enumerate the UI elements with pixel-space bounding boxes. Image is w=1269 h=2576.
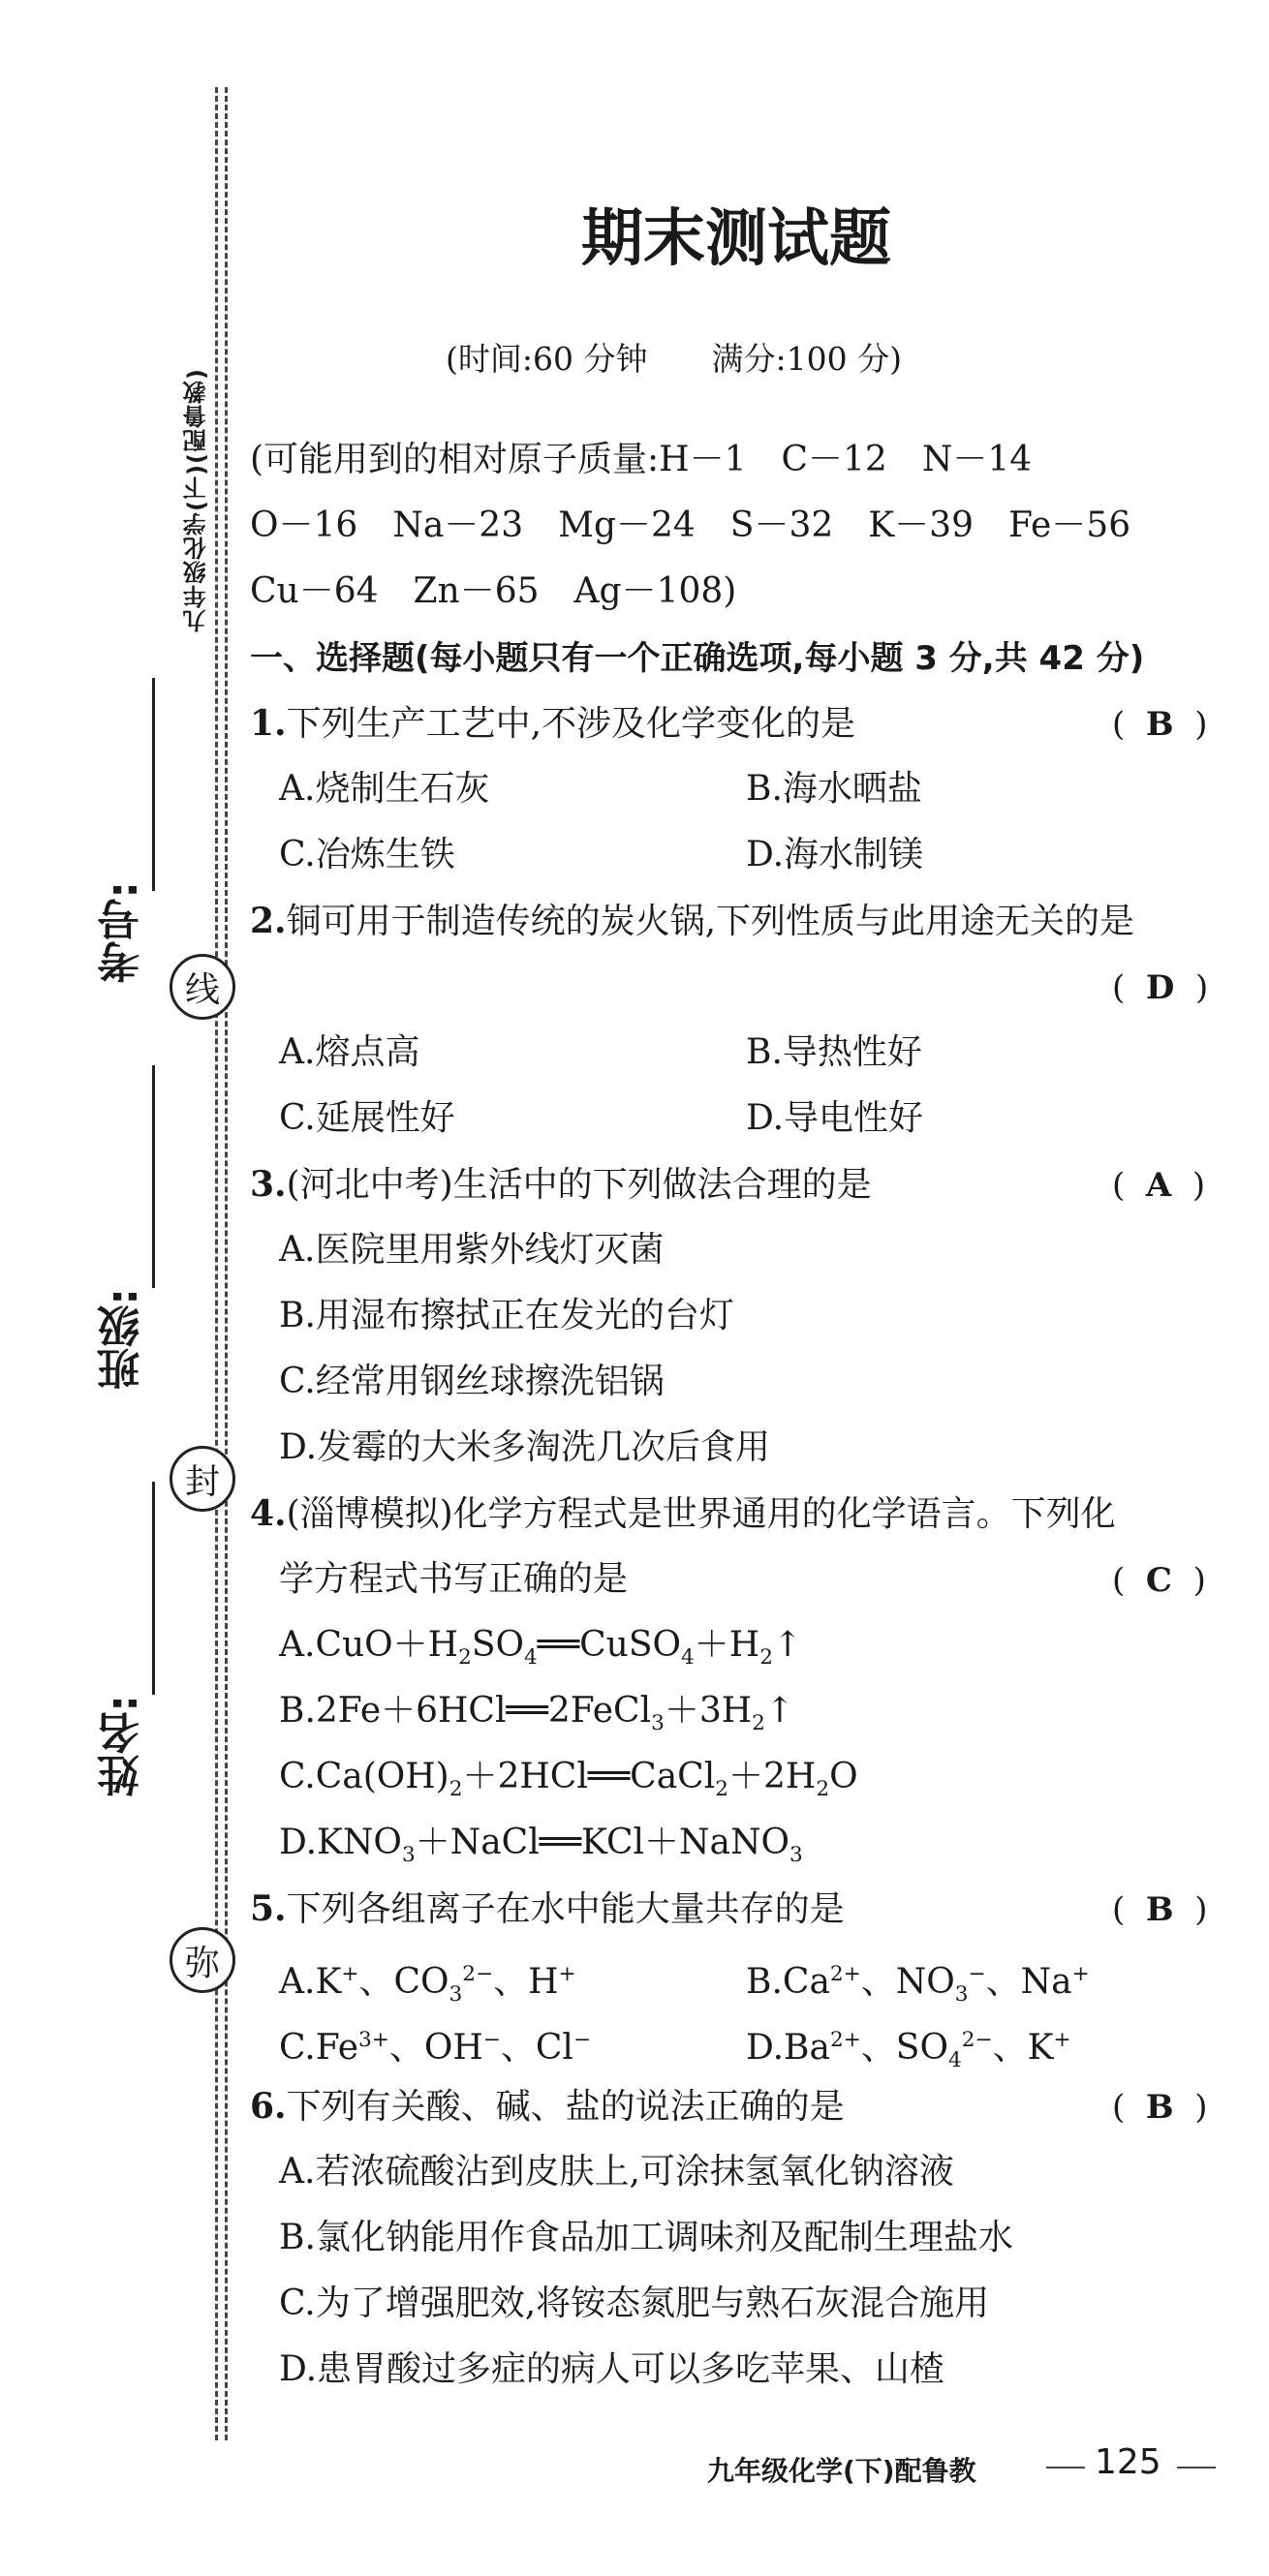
answer-letter: D xyxy=(1145,968,1175,1007)
seal-feng-mark: 封 xyxy=(170,1446,235,1512)
question-stem: 3.(河北中考)生活中的下列做法合理的是 xyxy=(250,1164,872,1205)
answer-bracket: ( B ) xyxy=(1112,705,1208,744)
atomic-mass-line: (可能用到的相对原子质量:H－1 C－12 N－14 xyxy=(250,440,1033,479)
option: A.烧制生石灰 xyxy=(279,769,490,809)
footer-book-name: 九年级化学(下)配鲁教 xyxy=(707,2455,976,2487)
option: A.熔点高 xyxy=(279,1032,420,1072)
answer-bracket: ( A ) xyxy=(1112,1166,1206,1205)
option: $B.2Fe+6HCl══2FeCl_3+3H_2↑$ xyxy=(279,1691,795,1736)
footer-dash xyxy=(1046,2467,1085,2469)
question-number: 5. xyxy=(250,1888,287,1929)
side-book-tag: 九年级化学(下)(配鲁教) xyxy=(183,368,210,632)
option: C.延展性好 xyxy=(279,1098,455,1138)
option: C.冶炼生铁 xyxy=(279,835,455,874)
option: C.经常用钢丝球擦洗铝锅 xyxy=(279,1362,665,1401)
question-stem: 1.下列生产工艺中,不涉及化学变化的是 xyxy=(250,703,856,744)
question-stem: 5.下列各组离子在水中能大量共存的是 xyxy=(250,1888,845,1929)
answer-letter: B xyxy=(1145,2088,1174,2127)
answer-bracket: ( B ) xyxy=(1112,1890,1208,1929)
option: C.为了增强肥效,将铵态氮肥与熟石灰混合施用 xyxy=(279,2284,990,2323)
question-number: 1. xyxy=(250,703,287,744)
class-label: 班级: xyxy=(98,1288,147,1391)
section-heading: 一、选择题(每小题只有一个正确选项,每小题 3 分,共 42 分) xyxy=(250,639,1145,678)
answer-bracket: ( D ) xyxy=(1112,968,1209,1007)
answer-bracket: ( C ) xyxy=(1112,1561,1206,1600)
option: B.导热性好 xyxy=(746,1032,922,1072)
atomic-mass-line: O－16 Na－23 Mg－24 S－32 K－39 Fe－56 xyxy=(250,506,1131,545)
option: A.若浓硫酸沾到皮肤上,可涂抹氢氧化钠溶液 xyxy=(279,2152,954,2192)
name-line xyxy=(152,1482,155,1695)
option: D.海水制镁 xyxy=(746,835,924,874)
option: B.用湿布擦拭正在发光的台灯 xyxy=(279,1296,734,1335)
option: D.患胃酸过多症的病人可以多吃苹果、山楂 xyxy=(279,2349,945,2389)
atomic-mass-line: Cu－64 Zn－65 Ag－108) xyxy=(250,571,737,611)
exam-number-line xyxy=(152,678,155,891)
option: $C.Ca(OH)_2+2HCl══CaCl_2+2H_2O$ xyxy=(279,1757,858,1802)
answer-letter: C xyxy=(1145,1561,1172,1600)
question-number: 2. xyxy=(250,901,287,941)
exam-time-score: (时间:60 分钟 满分:100 分) xyxy=(446,340,902,378)
seal-mi-mark: 弥 xyxy=(170,1927,235,1993)
seal-line-mark: 线 xyxy=(170,954,235,1020)
class-line xyxy=(152,1065,155,1288)
option: B.氯化钠能用作食品加工调味剂及配制生理盐水 xyxy=(279,2218,1013,2257)
option: A.医院里用紫外线灯灭菌 xyxy=(279,1230,665,1270)
question-stem: 2.铜可用于制造传统的炭火锅,下列性质与此用途无关的是 xyxy=(250,901,1135,941)
page-title: 期末测试题 xyxy=(581,203,891,275)
name-label: 姓名: xyxy=(98,1695,147,1797)
question-number: 6. xyxy=(250,2086,287,2127)
option: A.K+、$CO_3^{2-}$、H+ xyxy=(279,1962,576,2008)
answer-bracket: ( B ) xyxy=(1112,2088,1208,2127)
exam-number-field xyxy=(92,881,170,1075)
option: $B.Ca^{2+}$、$NO_3^-$、Na+ xyxy=(746,1962,1090,2008)
option: D.发霉的大米多淘洗几次后食用 xyxy=(279,1427,771,1467)
question-number: 4. xyxy=(250,1493,287,1534)
question-stem: 4.(淄博模拟)化学方程式是世界通用的化学语言。下列化 xyxy=(250,1493,1116,1534)
option: $D.KNO_3+NaCl══KCl+NaNO_3$ xyxy=(279,1823,803,1868)
class-field xyxy=(92,1288,170,1482)
option: $C.Fe^{3+}$、OH−、Cl− xyxy=(279,2028,592,2068)
question-stem-cont: 学方程式书写正确的是 xyxy=(279,1559,629,1599)
exam-number-label: 考号: xyxy=(98,881,147,984)
option: D.导电性好 xyxy=(746,1098,924,1138)
option: $A.CuO+H_2SO_4══CuSO_4+H_2↑$ xyxy=(279,1625,803,1671)
answer-letter: B xyxy=(1145,705,1174,744)
option: B.海水晒盐 xyxy=(746,769,922,809)
question-number: 3. xyxy=(250,1164,287,1205)
page-number: 125 xyxy=(1095,2442,1161,2482)
binding-dashed-line xyxy=(225,87,228,2440)
answer-letter: B xyxy=(1145,1890,1174,1929)
option: $D.Ba^{2+}$、$SO_4^{2-}$、K+ xyxy=(746,2028,1071,2073)
footer-dash xyxy=(1177,2467,1216,2469)
answer-letter: A xyxy=(1145,1166,1172,1205)
question-stem: 6.下列有关酸、碱、盐的说法正确的是 xyxy=(250,2086,845,2127)
name-field xyxy=(92,1695,170,1888)
